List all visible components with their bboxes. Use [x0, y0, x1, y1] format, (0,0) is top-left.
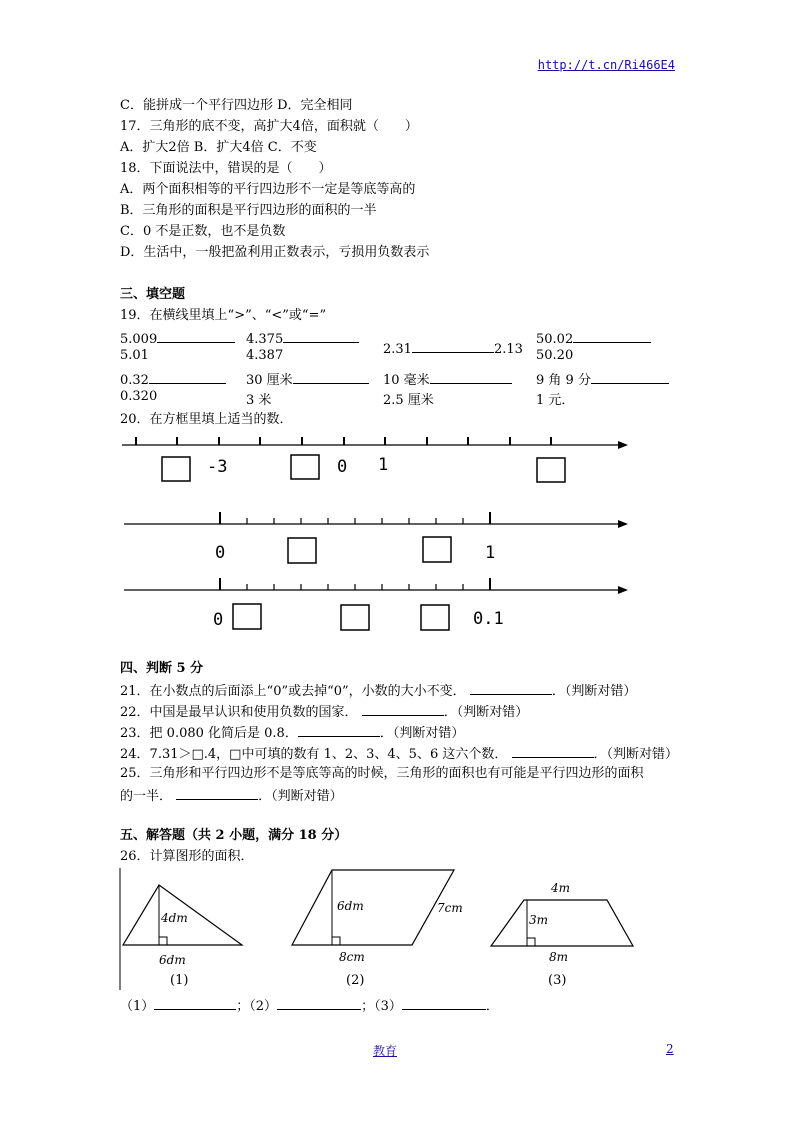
answer-box-2b[interactable] [423, 537, 451, 562]
answer-end: ． [485, 999, 499, 1014]
q23-blank[interactable] [298, 722, 380, 737]
answer-box-1a[interactable] [162, 457, 190, 481]
nl3-label-01: 0.1 [473, 609, 504, 629]
q24-blank[interactable] [512, 743, 594, 758]
fig3-top-label: 4m [551, 881, 571, 895]
q19-c3: 2.31 [383, 342, 412, 357]
q19-blank-4[interactable] [573, 328, 651, 343]
nl1-label-1: 1 [378, 455, 389, 475]
q19-blank-7[interactable] [430, 369, 512, 384]
q26-answers [120, 995, 499, 1014]
q19-blank-8[interactable] [591, 369, 669, 384]
q18-option-d: D．生活中，一般把盈利用正数表示，亏损用负数表示 [120, 245, 430, 260]
q19-c2r2: 4.387 [246, 348, 284, 363]
answer-box-3a[interactable] [233, 604, 261, 629]
fig3-base-label: 8m [549, 950, 569, 964]
q25-line1: 25．三角形和平行四边形不是等底等高的时候，三角形的面积也有可能是平行四边形的面积 [120, 766, 644, 781]
fig1-height-label: 4dm [161, 911, 188, 925]
q19-c2r1: 4.375 [246, 332, 284, 347]
q17-stem: 17．三角形的底不变，高扩大4倍，面积就（ ） [120, 119, 418, 134]
section3-title: 三、填空题 [120, 287, 186, 302]
q21-text: 21．在小数点的后面添上“0”或去掉“0”，小数的大小不变． [120, 684, 466, 699]
q23-suffix: ．（判断对错） [379, 726, 465, 741]
answer-blank-3[interactable] [402, 995, 486, 1010]
figure-2-parallelogram [292, 870, 454, 945]
q19-c2r4: 3 米 [246, 393, 272, 408]
header-url[interactable]: http://t.cn/Ri466E4 [537, 58, 675, 72]
q17-options: A．扩大2倍 B．扩大4倍 C．不变 [120, 140, 317, 155]
fig3-caption: (3) [548, 973, 567, 988]
q18-stem: 18．下面说法中，错误的是（ ） [120, 161, 332, 176]
q19-blank-3[interactable] [412, 338, 494, 353]
q20-stem: 20．在方框里填上适当的数． [120, 412, 293, 427]
answer-label-1: （1） [120, 999, 155, 1014]
section4-title: 四、判断 5 分 [120, 661, 204, 676]
q19-blank-2[interactable] [283, 328, 359, 343]
q22-text: 22．中国是最早认识和使用负数的国家． [120, 705, 358, 720]
answer-box-3c[interactable] [421, 605, 449, 630]
section5-title: 五、解答题（共 2 小题，满分 18 分） [120, 828, 348, 843]
answer-box-1c[interactable] [537, 458, 565, 482]
answer-blank-2[interactable] [277, 995, 361, 1010]
arrow-right-icon [618, 586, 628, 594]
answer-box-2a[interactable] [288, 538, 316, 563]
q19-c1r3: 0.32 [120, 373, 149, 388]
arrow-right-icon [618, 520, 628, 528]
q19-blank-6[interactable] [293, 369, 369, 384]
number-lines-figure [0, 425, 793, 640]
q18-option-a: A．两个面积相等的平行四边形不一定是等底等高的 [120, 182, 416, 197]
nl1-label-neg3: -3 [207, 457, 228, 477]
q21-suffix: ．（判断对错） [551, 684, 637, 699]
nl2-label-1: 1 [485, 543, 496, 563]
number-line-2 [124, 512, 628, 563]
q25-blank[interactable] [176, 785, 258, 800]
q19-blank-1[interactable] [157, 328, 235, 343]
answer-label-2: ；（2） [236, 999, 278, 1014]
q22-suffix: ．（判断对错） [443, 705, 529, 720]
q19-c1r4: 0.320 [120, 389, 158, 404]
arrow-right-icon [618, 441, 628, 449]
q18-option-b: B．三角形的面积是平行四边形的面积的一半 [120, 203, 377, 218]
answer-blank-1[interactable] [154, 995, 236, 1010]
footer-link[interactable]: 教育 [373, 1044, 398, 1058]
q26-stem: 26．计算图形的面积． [120, 849, 254, 864]
q19-c3b: 2.13 [493, 342, 523, 357]
q19-c4r3: 9 角 9 分 [536, 373, 591, 388]
answer-box-3b[interactable] [341, 605, 369, 630]
q19-stem: 19．在横线里填上“>”、“<”或“=” [120, 308, 327, 323]
fig2-height-label: 6dm [337, 899, 364, 913]
q19-c4r4: 1 元． [536, 393, 575, 408]
nl1-label-0: 0 [337, 457, 348, 477]
answer-box-1b[interactable] [291, 455, 319, 479]
fig3-height-label: 3m [529, 913, 549, 927]
fig2-caption: (2) [346, 973, 365, 988]
number-line-3 [124, 578, 628, 630]
q19-c3r4: 2.5 厘米 [383, 393, 434, 408]
q19-c2r3: 30 厘米 [246, 373, 293, 388]
q19-c1r1: 5.009 [120, 332, 158, 347]
q23-text: 23．把 0.080 化简后是 0.8． [120, 726, 298, 741]
q21-blank[interactable] [470, 680, 552, 695]
q18-option-c: C．0 不是正数，也不是负数 [120, 224, 286, 239]
q22-blank[interactable] [362, 701, 444, 716]
q25-suffix: ．（判断对错） [258, 789, 343, 804]
q19-c4r1: 50.02 [536, 332, 574, 347]
q19-c1r2: 5.01 [120, 348, 149, 363]
answer-label-3: ；（3） [361, 999, 402, 1014]
fig1-base-label: 6dm [159, 953, 186, 967]
nl3-label-0: 0 [213, 610, 224, 630]
q24-text: 24．7.31＞□.4，□中可填的数有 1、2、3、4、5、6 这六个数． [120, 747, 508, 762]
q25-line2: 的一半． [120, 789, 173, 804]
nl2-label-0: 0 [215, 543, 226, 563]
q16-option-cd: C．能拼成一个平行四边形 D．完全相同 [120, 98, 353, 113]
q24-suffix: ．（判断对错） [593, 747, 679, 762]
number-line-1 [122, 437, 628, 482]
q19-blank-5[interactable] [149, 369, 226, 384]
q19-c3r3: 10 毫米 [383, 373, 430, 388]
fig2-base-label: 8cm [339, 950, 365, 964]
fig2-side-label: 7cm [437, 901, 463, 915]
q19-c4r2: 50.20 [536, 348, 574, 363]
page-number[interactable]: 2 [666, 1042, 674, 1056]
fig1-caption: (1) [170, 973, 189, 988]
figure-3-trapezoid [491, 900, 633, 946]
